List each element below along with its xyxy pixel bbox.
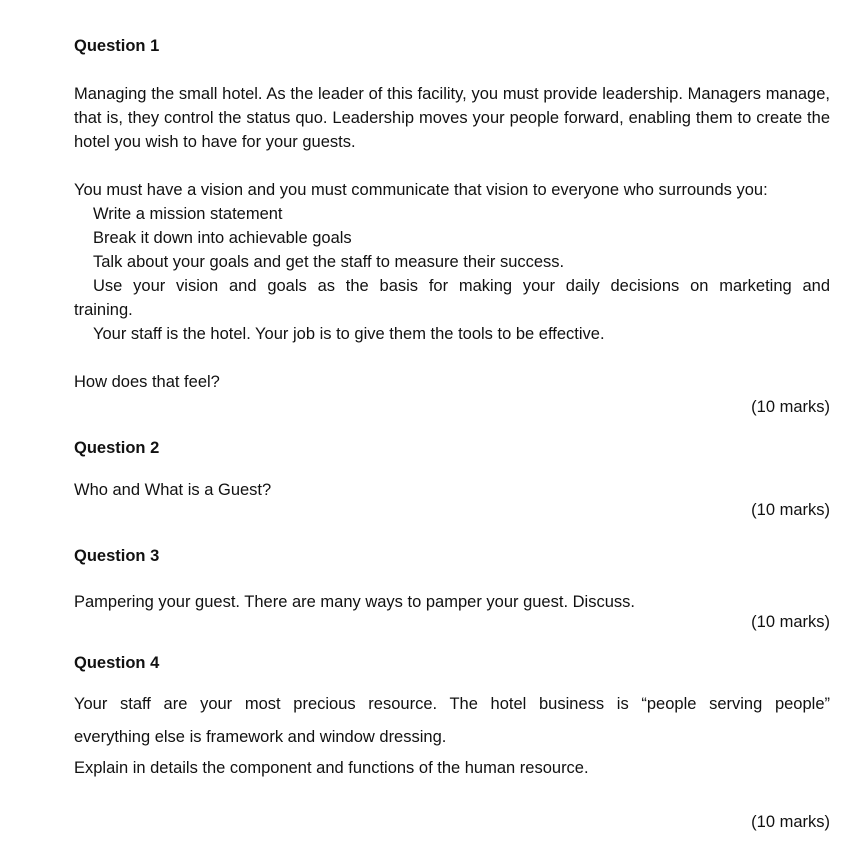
question-4-marks: (10 marks) [751, 813, 830, 831]
question-4-line: everything else is framework and window dressing. [74, 728, 447, 746]
question-1-item: Write a mission statement [93, 205, 283, 223]
question-1-item-continued: training. [74, 301, 133, 319]
question-1-vision-intro: You must have a vision and you must communicate that vision to everyone who surrounds you: [74, 181, 768, 199]
question-1-item: Use your vision and goals as the basis for making your daily decisions on marketing and [93, 277, 830, 295]
question-1-paragraph: Managing the small hotel. As the leader of this facility, you must provide leadership. Managers manage, that is, they control the status quo. Leadership moves your people forward, enabling them to create the hotel you wish to have for your guests. [74, 85, 830, 151]
exam-page [74, 0, 830, 864]
question-1-marks: (10 marks) [751, 398, 830, 416]
question-4-line: Your staff are your most precious resource. The hotel business is “people serving people” [74, 695, 830, 713]
question-3-marks: (10 marks) [751, 613, 830, 631]
question-4-heading: Question 4 [74, 654, 160, 672]
question-2-question: Who and What is a Guest? [74, 481, 272, 499]
question-1-item: Break it down into achievable goals [93, 229, 352, 247]
question-1-item: Your staff is the hotel. Your job is to give them the tools to be effective. [93, 325, 605, 343]
question-3-question: Pampering your guest. There are many ways to pamper your guest. Discuss. [74, 593, 635, 611]
question-1-question: How does that feel? [74, 373, 220, 391]
question-4-line: Explain in details the component and functions of the human resource. [74, 759, 589, 777]
question-1-item: Talk about your goals and get the staff to measure their success. [93, 253, 565, 271]
question-2-marks: (10 marks) [751, 501, 830, 519]
question-2-heading: Question 2 [74, 439, 160, 457]
question-3-heading: Question 3 [74, 547, 160, 565]
question-1-heading: Question 1 [74, 37, 160, 55]
